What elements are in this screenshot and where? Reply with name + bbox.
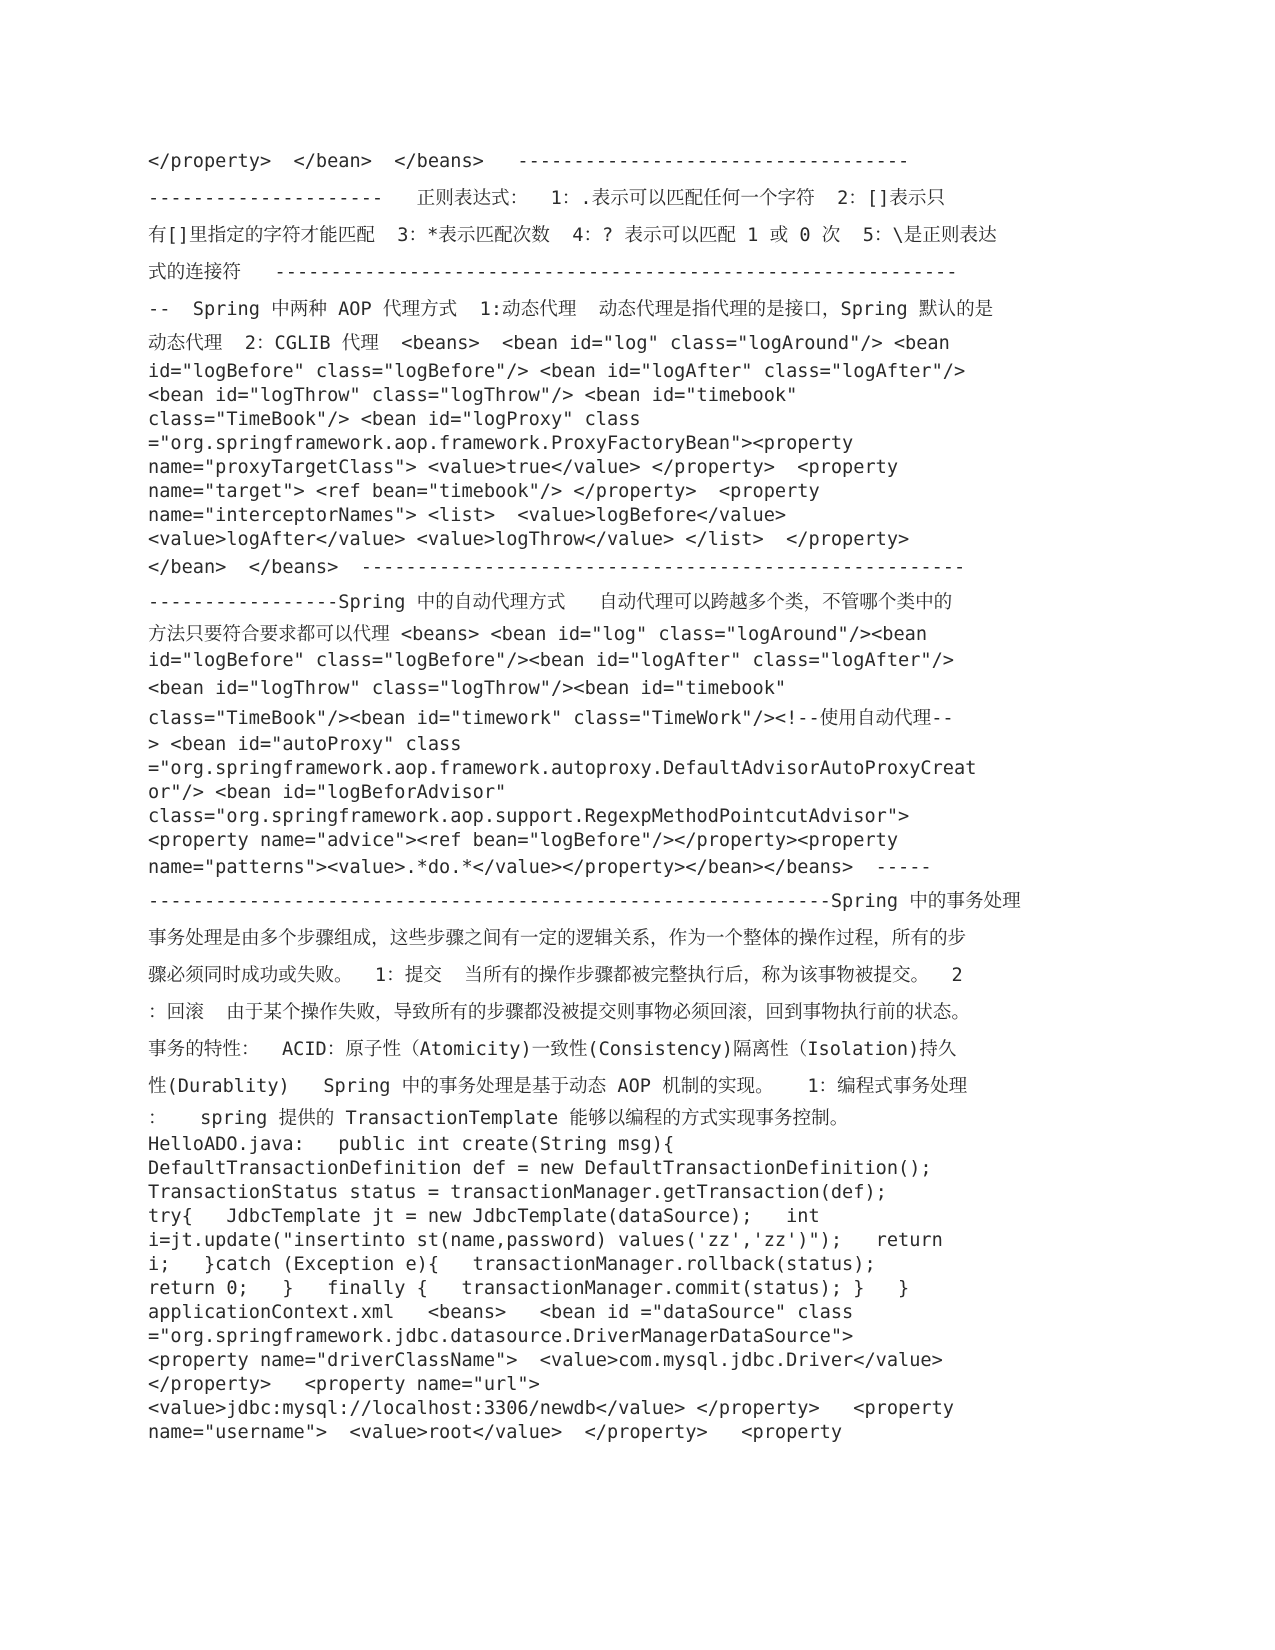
text-line: 骤必须同时成功或失败。 1：提交 当所有的操作步骤都被完整执行后，称为该事物被提交。 2 (148, 965, 963, 986)
code-line: </property> <property name="url"> (148, 1374, 540, 1395)
code-line: name="target"> <ref bean="timebook"/> </property> <property (148, 481, 820, 502)
text-line: --------------------- 正则表达式： 1：.表示可以匹配任何一个字符 2：[]表示只 (148, 188, 946, 209)
code-line: HelloADO.java: public int create(String msg){ (148, 1134, 675, 1155)
code-line: ="org.springframework.jdbc.datasource.DriverManagerDataSource"> (148, 1326, 854, 1347)
text-line: 式的连接符 ------------------------------------------------------------- (148, 262, 958, 283)
code-line: <property name="advice"><ref bean="logBefore"/></property><property (148, 830, 899, 851)
code-line: DefaultTransactionDefinition def = new DefaultTransactionDefinition(); (148, 1158, 932, 1179)
text-line: 事务的特性： ACID：原子性（Atomicity)一致性(Consistency)隔离性（Isolation)持久 (148, 1039, 957, 1060)
code-line: TransactionStatus status = transactionManager.getTransaction(def); (148, 1182, 887, 1203)
text-line: ： spring 提供的 TransactionTemplate 能够以编程的方式实现事务控制。 (148, 1108, 849, 1129)
code-line: <bean id="logThrow" class="logThrow"/><bean id="timebook" (148, 678, 787, 699)
code-line: <value>jdbc:mysql://localhost:3306/newdb</value> </property> <property (148, 1398, 954, 1419)
code-line: ="org.springframework.aop.framework.autoproxy.DefaultAdvisorAutoProxyCreat (148, 758, 977, 779)
text-line: -- Spring 中两种 AOP 代理方式 1:动态代理 动态代理是指代理的是接口，Spring 默认的是 (148, 299, 994, 320)
text-line: 事务处理是由多个步骤组成，这些步骤之间有一定的逻辑关系，作为一个整体的操作过程，所有的步 (148, 928, 967, 949)
code-line: applicationContext.xml <beans> <bean id ="dataSource" class (148, 1302, 854, 1323)
document-page (148, 143, 1148, 1445)
code-line: or"/> <bean id="logBeforAdvisor" (148, 782, 507, 803)
code-line: </bean> </beans> ------------------------------------------------------ (148, 557, 966, 578)
code-line: name="interceptorNames"> <list> <value>logBefore</value> (148, 505, 787, 526)
code-line: name="patterns"><value>.*do.*</value></property></bean></beans> ----- (148, 857, 932, 878)
code-line: id="logBefore" class="logBefore"/> <bean id="logAfter" class="logAfter"/> (148, 361, 966, 382)
code-line: id="logBefore" class="logBefore"/><bean id="logAfter" class="logAfter"/> (148, 650, 954, 671)
code-line: i; }catch (Exception e){ transactionManager.rollback(status); (148, 1254, 876, 1275)
code-line: <value>logAfter</value> <value>logThrow</value> </list> </property> (148, 529, 910, 550)
code-line: <property name="driverClassName"> <value>com.mysql.jdbc.Driver</value> (148, 1350, 943, 1371)
text-line: 性(Durablity) Spring 中的事务处理是基于动态 AOP 机制的实现。 1：编程式事务处理 (148, 1076, 968, 1097)
text-line: 方法只要符合要求都可以代理 <beans> <bean id="log" class="logAround"/><bean (148, 624, 928, 645)
text-line: -----------------Spring 中的自动代理方式 自动代理可以跨越多个类，不管哪个类中的 (148, 592, 953, 613)
text-line: </property> </bean> </beans> ----------------------------------- (148, 151, 910, 172)
code-line: <bean id="logThrow" class="logThrow"/> <bean id="timebook" (148, 385, 798, 406)
code-line: class="TimeBook"/><bean id="timework" class="TimeWork"/><!--使用自动代理-- (148, 708, 954, 729)
code-line: class="TimeBook"/> <bean id="logProxy" class (148, 409, 641, 430)
text-line: 动态代理 2：CGLIB 代理 <beans> <bean id="log" class="logAround"/> <bean (148, 333, 950, 354)
code-line: name="username"> <value>root</value> </property> <property (148, 1422, 843, 1443)
code-line: ="org.springframework.aop.framework.ProxyFactoryBean"><property (148, 433, 854, 454)
code-line: class="org.springframework.aop.support.RegexpMethodPointcutAdvisor"> (148, 806, 910, 827)
text-line: 有[]里指定的字符才能匹配 3：*表示匹配次数 4：? 表示可以匹配 1 或 0 次 5：\是正则表达 (148, 225, 997, 246)
code-line: > <bean id="autoProxy" class (148, 734, 462, 755)
code-line: i=jt.update("insertinto st(name,password) values('zz','zz')"); return (148, 1230, 943, 1251)
code-line: try{ JdbcTemplate jt = new JdbcTemplate(dataSource); int (148, 1206, 820, 1227)
text-line: ：回滚 由于某个操作失败，导致所有的步骤都没被提交则事物必须回滚，回到事物执行前的状态。 (148, 1002, 970, 1023)
code-line: name="proxyTargetClass"> <value>true</value> </property> <property (148, 457, 899, 478)
code-line: return 0; } finally { transactionManager.commit(status); } } (148, 1278, 910, 1299)
text-line: -------------------------------------------------------------Spring 中的事务处理 (148, 891, 1021, 912)
